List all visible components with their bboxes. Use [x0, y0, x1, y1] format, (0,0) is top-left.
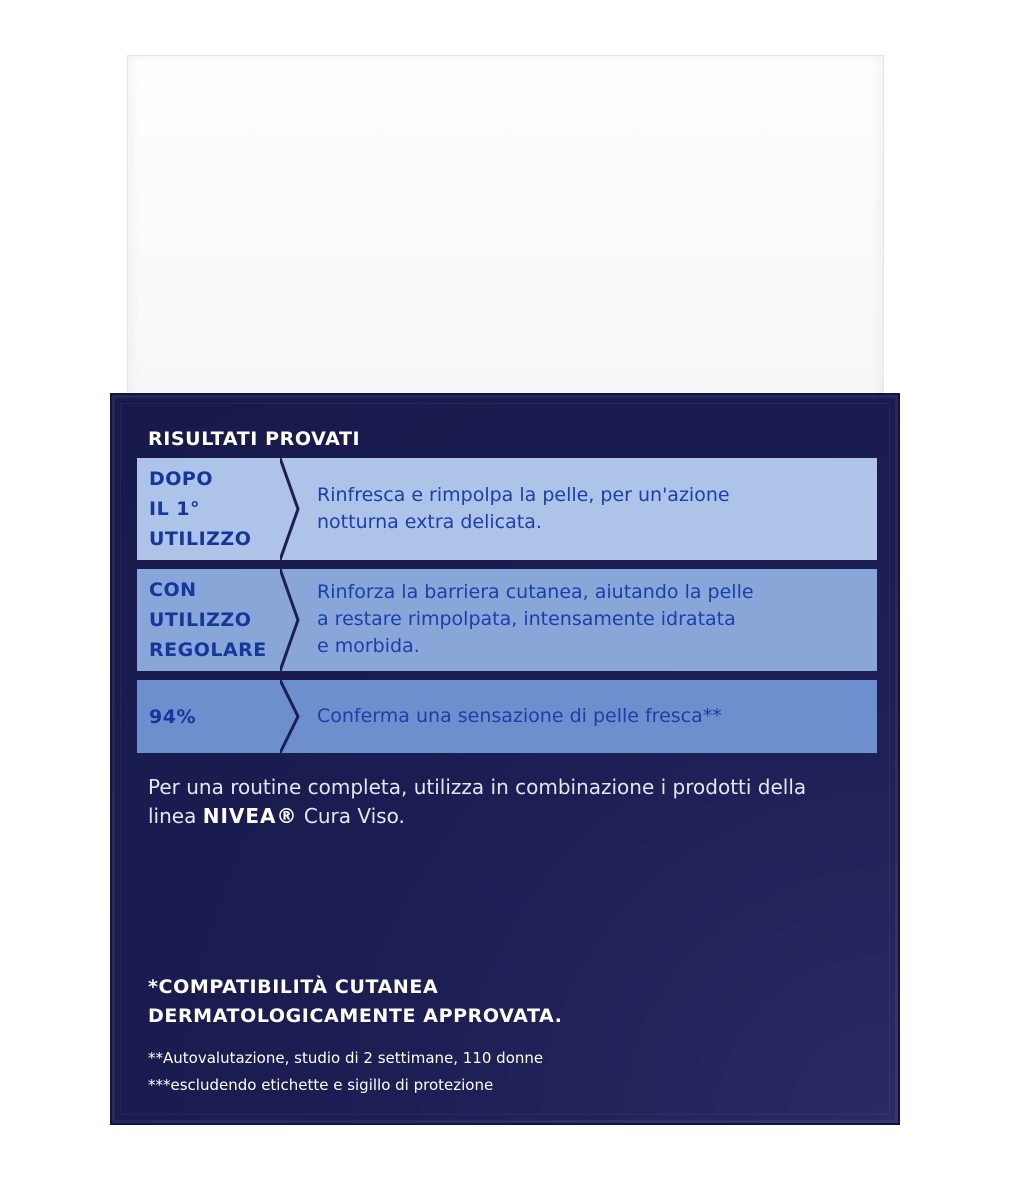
row-label — [137, 575, 287, 665]
row-text-line: e morbida. — [317, 635, 420, 657]
brand-name: NIVEA® — [202, 804, 298, 828]
row-text — [317, 482, 857, 536]
footnote: ***escludendo etichette e sigillo di protezione — [148, 1076, 494, 1094]
row-text-line: a restare rimpolpata, intensamente idratata — [317, 608, 736, 630]
row-label-line: REGOLARE — [149, 639, 267, 661]
compatibility-line: DERMATOLOGICAMENTE APPROVATA. — [148, 1005, 563, 1027]
row-text-line: Conferma una sensazione di pelle fresca** — [317, 705, 722, 727]
result-row-regular-use — [137, 569, 877, 671]
package-lid — [127, 55, 884, 400]
footnote: **Autovalutazione, studio di 2 settimane, 110 donne — [148, 1049, 544, 1067]
package-box — [110, 393, 900, 1125]
row-label-line: DOPO — [149, 468, 214, 490]
chevron-divider-icon — [280, 680, 302, 753]
row-label — [137, 464, 287, 554]
row-text-line: Rinfresca e rimpolpa la pelle, per un'azione — [317, 484, 730, 506]
row-text-line: Rinforza la barriera cutanea, aiutando la pelle — [317, 581, 754, 603]
row-text — [317, 703, 857, 730]
compatibility-claim — [148, 973, 563, 1031]
routine-line-2: linea NIVEA® Cura Viso. — [148, 804, 405, 828]
row-label-line: UTILIZZO — [149, 528, 252, 550]
row-label-line: UTILIZZO — [149, 609, 252, 631]
chevron-divider-icon — [280, 458, 302, 560]
result-row-percentage — [137, 680, 877, 753]
row-text-line: notturna extra delicata. — [317, 511, 542, 533]
results-heading: RISULTATI PROVATI — [148, 428, 361, 450]
routine-line-1: Per una routine completa, utilizza in combinazione i prodotti della — [148, 775, 807, 799]
row-text — [317, 579, 857, 660]
row-label-line: 94% — [149, 705, 196, 728]
routine-note — [148, 773, 868, 831]
results-table — [137, 458, 877, 762]
chevron-divider-icon — [280, 569, 302, 671]
footnotes — [148, 1045, 543, 1099]
row-label — [137, 702, 287, 732]
row-label-line: CON — [149, 579, 197, 601]
row-label-line: IL 1° — [149, 498, 201, 520]
result-row-first-use — [137, 458, 877, 560]
compatibility-line: *COMPATIBILITÀ CUTANEA — [148, 976, 439, 998]
